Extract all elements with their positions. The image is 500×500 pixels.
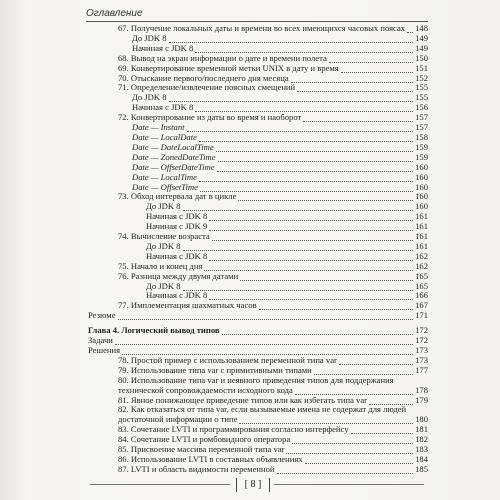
toc-entry-title: Начиная с JDK 8 bbox=[132, 42, 194, 53]
toc-row bbox=[88, 232, 428, 242]
dot-leader bbox=[195, 103, 413, 112]
toc-page-number: 152 bbox=[415, 72, 428, 83]
toc-page-number: 162 bbox=[415, 260, 428, 271]
toc-page-number: 181 bbox=[415, 424, 428, 435]
toc-entry-title: До JDK 8 bbox=[132, 32, 167, 43]
toc-page-number: 173 bbox=[415, 354, 428, 365]
toc-entry-title: 79. Использование типа var с примитивными типами bbox=[118, 364, 312, 375]
dot-leader bbox=[183, 202, 413, 211]
toc-entry-title: До JDK 8 bbox=[146, 280, 181, 291]
toc-row bbox=[88, 242, 428, 252]
toc-page-number: 177 bbox=[415, 364, 428, 375]
toc-page-number: 160 bbox=[415, 201, 428, 212]
toc-entry-title: 75. Начало и конец дня bbox=[118, 260, 203, 271]
dot-leader bbox=[303, 113, 413, 122]
toc-page-number: 183 bbox=[415, 444, 428, 455]
toc-page-number: 148 bbox=[415, 23, 428, 33]
dot-leader bbox=[209, 252, 413, 261]
toc-page-number: 165 bbox=[415, 280, 428, 291]
toc-entry-title: 78. Простой пример с использованием переменной типа var bbox=[118, 354, 337, 365]
toc-entry-title: Начиная с JDK 8 bbox=[146, 290, 208, 301]
toc-page-number: 161 bbox=[415, 231, 428, 242]
toc-entry-title: 83. Сочетание LVTI и программирования согласно интерфейсу bbox=[118, 424, 349, 435]
toc-entry-title: Date — LocalDate bbox=[132, 131, 197, 142]
dot-leader bbox=[292, 435, 413, 444]
toc-page-number: 161 bbox=[415, 221, 428, 232]
toc-page-number: 167 bbox=[415, 300, 428, 311]
dot-leader bbox=[297, 83, 413, 92]
toc-entry-title: 81. Явное понижающее приведение типов или как избегать типа var bbox=[118, 394, 368, 405]
toc-entry-title: До JDK 8 bbox=[146, 240, 181, 251]
toc-page-number: 149 bbox=[415, 32, 428, 43]
dot-leader bbox=[369, 396, 413, 405]
toc-entry-title: Задачи bbox=[88, 335, 113, 346]
toc-entry-title: Начиная с JDK 8 bbox=[146, 250, 208, 261]
toc-entry-title: Date — DateLocalTime bbox=[132, 141, 214, 152]
toc-entry-title: Date — OffsetTime bbox=[132, 181, 198, 192]
toc-entry-title: Date — LocalTime bbox=[132, 171, 197, 182]
toc-entry-title: Начиная с JDK 9 bbox=[146, 221, 208, 232]
toc-entry-title: 87. LVTI и область видимости переменной bbox=[118, 463, 275, 474]
dot-leader bbox=[238, 192, 413, 201]
toc-row bbox=[88, 212, 428, 222]
dot-leader bbox=[199, 173, 413, 182]
toc-page-number: 171 bbox=[415, 310, 428, 321]
dot-leader bbox=[212, 232, 413, 241]
toc-entry-title: Решения bbox=[88, 345, 121, 355]
dot-leader bbox=[286, 445, 413, 454]
toc-entry-title: технической сопровождаемости исходного кода bbox=[118, 384, 293, 395]
dot-leader bbox=[209, 212, 413, 221]
toc-page-number: 161 bbox=[415, 240, 428, 251]
dot-leader bbox=[217, 163, 413, 172]
dot-leader bbox=[305, 455, 413, 464]
dot-leader bbox=[291, 74, 413, 83]
toc-entry-title: 84. Сочетание LVTI и ромбовидного оператора bbox=[118, 434, 291, 445]
toc-page-number: 182 bbox=[415, 434, 428, 445]
toc-row bbox=[88, 465, 428, 475]
dot-leader bbox=[209, 291, 413, 300]
toc-entry-title: 82. Как отказаться от типа var, если вызываемые имена не содержат для людей bbox=[118, 404, 407, 415]
toc-entry-title: Date — OffsetDateTime bbox=[132, 161, 215, 172]
toc-entry-title: Начиная с JDK 8 bbox=[146, 211, 208, 222]
toc-page-number: 155 bbox=[415, 82, 428, 93]
toc-page-number: 159 bbox=[415, 141, 428, 152]
toc-entry-title: 71. Определение/извлечение поясных смещений bbox=[118, 82, 296, 93]
dot-leader bbox=[351, 425, 413, 434]
toc-row bbox=[88, 282, 428, 292]
dot-leader bbox=[259, 301, 413, 310]
toc-chapter-row bbox=[88, 326, 428, 336]
toc-page-number: 156 bbox=[415, 102, 428, 113]
dot-leader bbox=[200, 183, 413, 192]
dot-leader bbox=[341, 64, 413, 73]
toc-entry-title: До JDK 8 bbox=[146, 201, 181, 212]
toc-entry-title: 85. Присвоение массива переменной типа var bbox=[118, 444, 285, 455]
toc-page-number: 179 bbox=[415, 394, 428, 405]
toc-entry-title: Глава 4. Логический вывод типов bbox=[88, 325, 220, 336]
toc-row bbox=[88, 301, 428, 311]
page-number: [ 8 ] bbox=[236, 478, 270, 492]
dot-leader bbox=[329, 54, 413, 63]
toc-entry-title: До JDK 8 bbox=[132, 92, 167, 103]
dot-leader bbox=[216, 143, 413, 152]
dot-leader bbox=[183, 282, 413, 291]
dot-leader bbox=[239, 415, 413, 424]
toc-entry-title: Начиная с JDK 8 bbox=[132, 102, 194, 113]
toc-page-number: 160 bbox=[415, 161, 428, 172]
toc-entry-title: 70. Отыскание первого/последнего дня месяца bbox=[118, 72, 289, 83]
footer-rule-right bbox=[274, 484, 424, 485]
toc-page-number: 162 bbox=[415, 250, 428, 261]
toc-entry-title: 76. Разница между двумя датами bbox=[118, 270, 239, 281]
dot-leader bbox=[209, 222, 413, 231]
toc-page-number: 155 bbox=[415, 92, 428, 103]
dot-leader bbox=[122, 346, 413, 355]
dot-leader bbox=[187, 123, 413, 132]
toc-row bbox=[88, 173, 428, 183]
toc-row bbox=[88, 336, 428, 346]
toc-entry-title: Date — ZonedDateTime bbox=[132, 151, 216, 162]
toc-entry-title: Резюме bbox=[88, 310, 116, 321]
toc-entry-title: 72. Конвертирование из даты во время и наоборот bbox=[118, 112, 302, 123]
toc-page-number: 185 bbox=[415, 463, 428, 474]
toc-row bbox=[88, 311, 428, 321]
toc-entry-title: 77. Имплементация шахматных часов bbox=[118, 300, 257, 311]
running-header: Оглавление bbox=[86, 8, 143, 19]
dot-leader bbox=[169, 34, 413, 43]
toc-page-number: 172 bbox=[415, 335, 428, 346]
dot-leader bbox=[218, 153, 413, 162]
dot-leader bbox=[277, 465, 413, 474]
toc-page-number: 149 bbox=[415, 42, 428, 53]
toc-entry-title: 80. Использование типа var и неявного приведения типов для поддержания bbox=[118, 374, 394, 385]
toc-entry-title: достаточной информации о типе bbox=[118, 414, 238, 425]
dot-leader bbox=[295, 386, 413, 395]
dot-leader bbox=[204, 262, 413, 271]
dot-leader bbox=[169, 93, 413, 102]
toc-page-number: 173 bbox=[415, 345, 428, 355]
toc-page-number: 158 bbox=[415, 131, 428, 142]
toc-page-number: 157 bbox=[415, 122, 428, 133]
toc-page-number: 160 bbox=[415, 171, 428, 182]
toc-page-number: 180 bbox=[415, 414, 428, 425]
toc-page-number: 178 bbox=[415, 384, 428, 395]
toc-row bbox=[88, 192, 428, 202]
toc-entry-title: 69. Конвертирование временной метки UNIX в дату и время bbox=[118, 62, 339, 73]
toc-entry-title: 74. Вычисление возраста bbox=[118, 231, 210, 242]
toc-entry-title: 86. Использование LVTI в составных объявлениях bbox=[118, 453, 303, 464]
toc-page-number: 165 bbox=[415, 270, 428, 281]
table-of-contents bbox=[88, 24, 428, 475]
dot-leader bbox=[240, 272, 413, 281]
dot-leader bbox=[183, 242, 413, 251]
header-rule bbox=[86, 21, 428, 22]
dot-leader bbox=[118, 311, 413, 320]
toc-page-number: 151 bbox=[415, 62, 428, 73]
dot-leader bbox=[199, 133, 413, 142]
toc-page-number: 160 bbox=[415, 191, 428, 202]
dot-leader bbox=[407, 24, 413, 33]
toc-entry-title: Date — Instant bbox=[132, 122, 185, 133]
dot-leader bbox=[339, 356, 413, 365]
toc-page-number: 160 bbox=[415, 181, 428, 192]
toc-page-number: 184 bbox=[415, 453, 428, 464]
dot-leader bbox=[115, 336, 413, 345]
footer-rule-left bbox=[90, 484, 230, 485]
toc-row bbox=[88, 202, 428, 212]
dot-leader bbox=[195, 44, 413, 53]
toc-page-number: 161 bbox=[415, 211, 428, 222]
toc-page-number: 159 bbox=[415, 151, 428, 162]
toc-row bbox=[88, 272, 428, 282]
toc-page-number: 166 bbox=[415, 290, 428, 301]
dot-leader bbox=[314, 366, 413, 375]
toc-entry-title: 73. Обход интервала дат в цикле bbox=[118, 191, 237, 202]
toc-page-number: 150 bbox=[415, 52, 428, 63]
toc-page-number: 172 bbox=[415, 325, 428, 336]
toc-entry-title: 67. Получение локальных даты и времени во всех имеющихся часовых поясах bbox=[118, 23, 406, 33]
dot-leader bbox=[222, 326, 413, 335]
toc-page-number: 157 bbox=[415, 112, 428, 123]
toc-entry-title: 68. Вывод на экран информации о дате и времени полета bbox=[118, 52, 327, 63]
